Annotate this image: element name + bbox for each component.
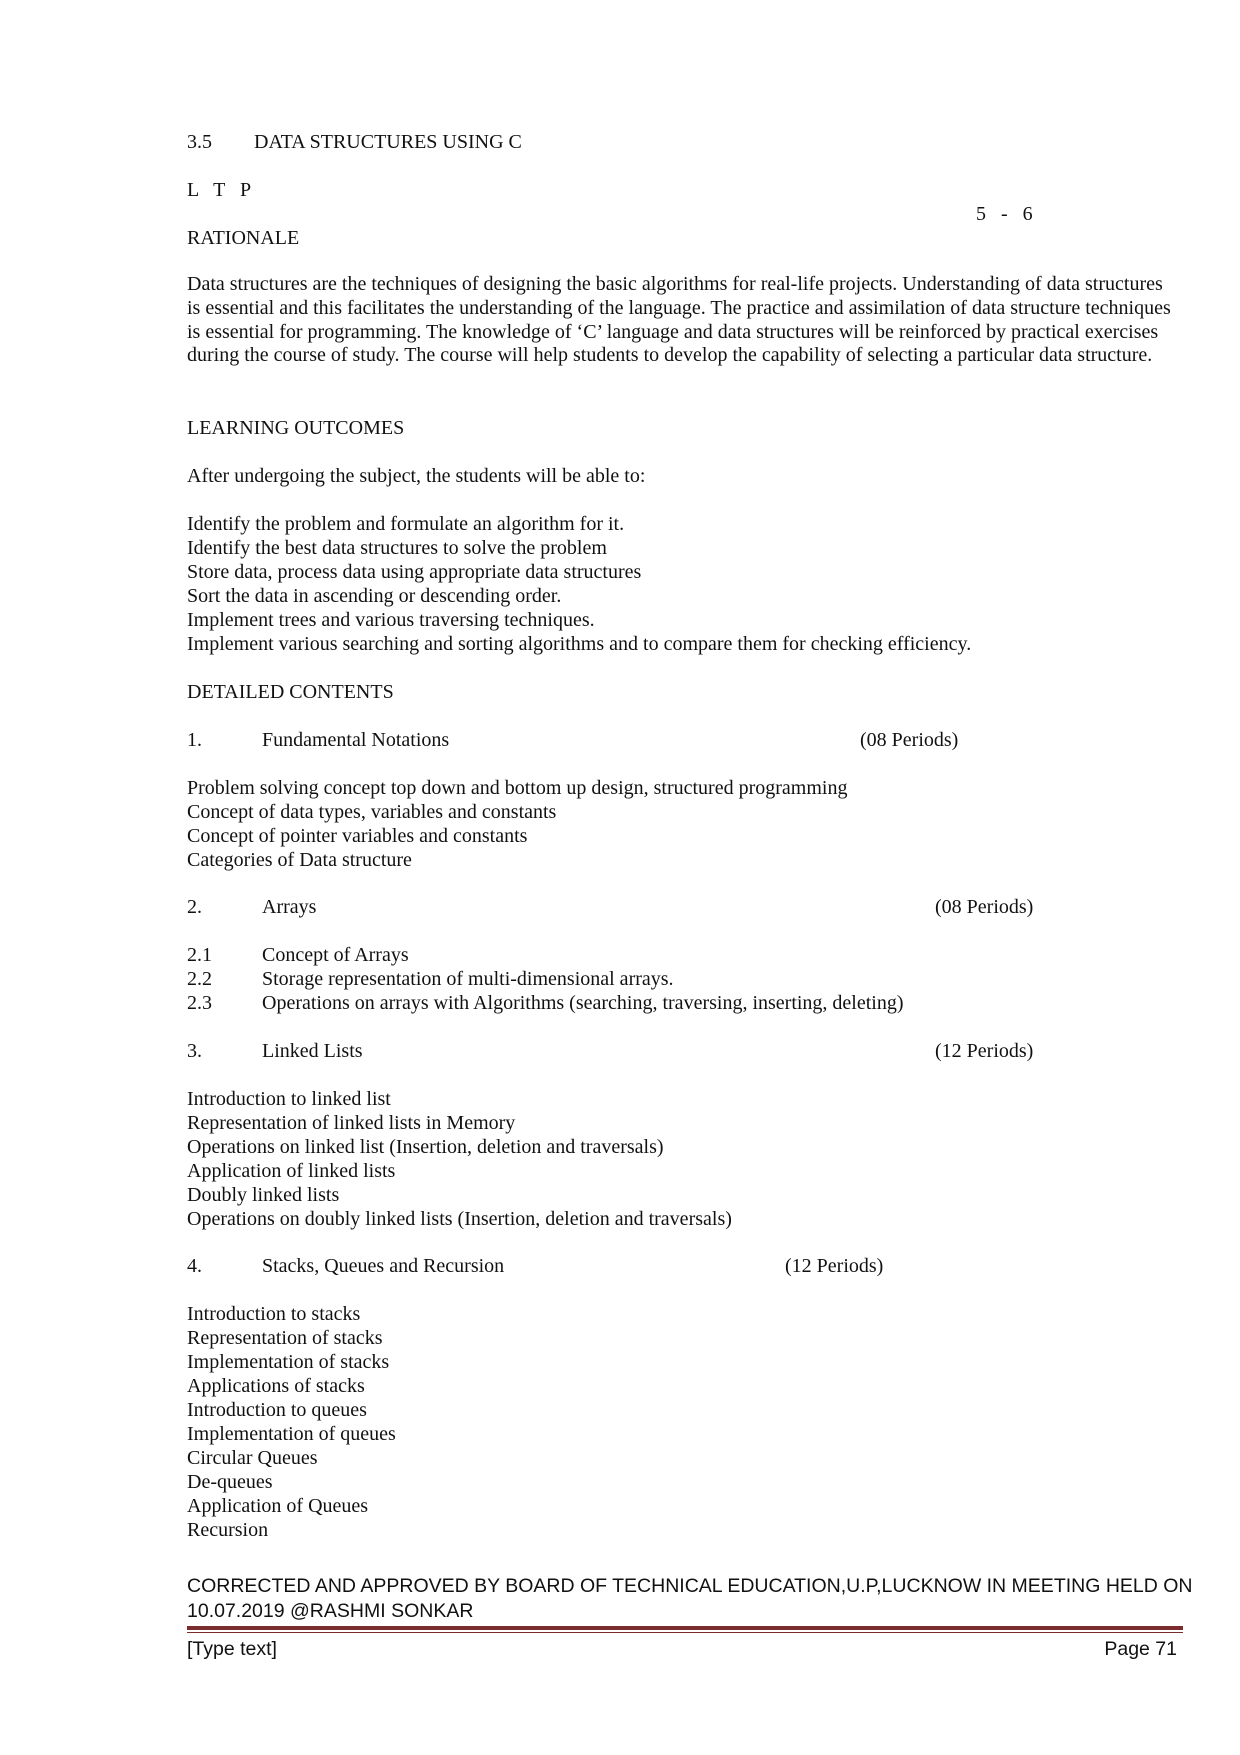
section-number: 3.5 [187, 131, 212, 153]
unit-periods: (12 Periods) [935, 1040, 1034, 1062]
list-item: Operations on doubly linked lists (Insertion, deletion and traversals) [187, 1208, 732, 1230]
unit-periods: (08 Periods) [935, 896, 1034, 918]
ltp-values: 5 - 6 [976, 203, 1033, 225]
list-item: Introduction to queues [187, 1399, 367, 1421]
footer-rule-thin [187, 1632, 1183, 1633]
unit-title: Linked Lists [262, 1040, 363, 1062]
unit-3-topics [187, 1087, 732, 1231]
approval-note-line: 10.07.2019 @RASHMI SONKAR [187, 1600, 474, 1622]
list-item: Identify the best data structures to solve the problem [187, 537, 607, 559]
list-item: Concept of data types, variables and constants [187, 801, 557, 823]
unit-periods: (08 Periods) [860, 729, 959, 751]
list-item: Introduction to linked list [187, 1088, 391, 1110]
list-item: Circular Queues [187, 1447, 318, 1469]
list-item: Implementation of stacks [187, 1351, 390, 1373]
approval-note [187, 1574, 1193, 1624]
list-item: Application of linked lists [187, 1160, 396, 1182]
approval-note-line: CORRECTED AND APPROVED BY BOARD OF TECHNICAL EDUCATION,U.P,LUCKNOW IN MEETING HELD ON [187, 1575, 1193, 1597]
subitem-text: Concept of Arrays [262, 944, 409, 966]
list-item: Application of Queues [187, 1495, 369, 1517]
unit-4-topics [187, 1302, 396, 1542]
footer-left-text: [Type text] [187, 1638, 277, 1660]
unit-title: Arrays [262, 896, 317, 918]
list-item: Sort the data in ascending or descending order. [187, 585, 562, 607]
unit-title: Fundamental Notations [262, 729, 450, 751]
ltp-label: L T P [187, 179, 252, 201]
rationale-heading: RATIONALE [187, 227, 300, 249]
unit-title: Stacks, Queues and Recursion [262, 1255, 505, 1277]
unit-number: 1. [187, 729, 202, 751]
list-item: Representation of stacks [187, 1327, 383, 1349]
list-item: Applications of stacks [187, 1375, 365, 1397]
list-item: Implementation of queues [187, 1423, 396, 1445]
list-item: Recursion [187, 1519, 269, 1541]
section-title: DATA STRUCTURES USING C [254, 131, 522, 153]
list-item: Identify the problem and formulate an algorithm for it. [187, 513, 625, 535]
unit-periods: (12 Periods) [785, 1255, 884, 1277]
unit-number: 2. [187, 896, 202, 918]
detailed-contents-heading: DETAILED CONTENTS [187, 681, 394, 703]
subitem-text: Operations on arrays with Algorithms (searching, traversing, inserting, deleting) [262, 992, 904, 1014]
rationale-text: Data structures are the techniques of designing the basic algorithms for real-life projects. Understanding of data structures is essential and this facilitates the understanding of the language. The practice and assimilation of data structure techniques is essential for programming. The knowledge of ‘C’ language and data structures will be reinforced by practical exercises during the course of study. The course will help students to develop the capability of selecting a particular data structure. [187, 273, 1171, 367]
page-number: Page 71 [1104, 1638, 1177, 1660]
subitem-number: 2.1 [187, 944, 212, 966]
subitem-number: 2.3 [187, 992, 212, 1014]
learning-outcomes-heading: LEARNING OUTCOMES [187, 417, 405, 439]
list-item: Concept of pointer variables and constants [187, 825, 528, 847]
list-item: Operations on linked list (Insertion, deletion and traversals) [187, 1136, 664, 1158]
list-item: Store data, process data using appropriate data structures [187, 561, 642, 583]
list-item: Categories of Data structure [187, 849, 412, 871]
list-item: Representation of linked lists in Memory [187, 1112, 516, 1134]
list-item: Problem solving concept top down and bottom up design, structured programming [187, 777, 848, 799]
unit-1-topics [187, 776, 847, 872]
list-item: Implement trees and various traversing techniques. [187, 609, 595, 631]
list-item: Implement various searching and sorting algorithms and to compare them for checking efficiency. [187, 633, 972, 655]
subitem-number: 2.2 [187, 968, 212, 990]
subitem-text: Storage representation of multi-dimensional arrays. [262, 968, 674, 990]
list-item: Doubly linked lists [187, 1184, 340, 1206]
learning-outcomes-list [187, 512, 971, 656]
list-item: De-queues [187, 1471, 273, 1493]
footer-rule [187, 1626, 1183, 1630]
unit-number: 4. [187, 1255, 202, 1277]
list-item: Introduction to stacks [187, 1303, 361, 1325]
learning-outcomes-intro: After undergoing the subject, the students will be able to: [187, 465, 646, 487]
unit-number: 3. [187, 1040, 202, 1062]
